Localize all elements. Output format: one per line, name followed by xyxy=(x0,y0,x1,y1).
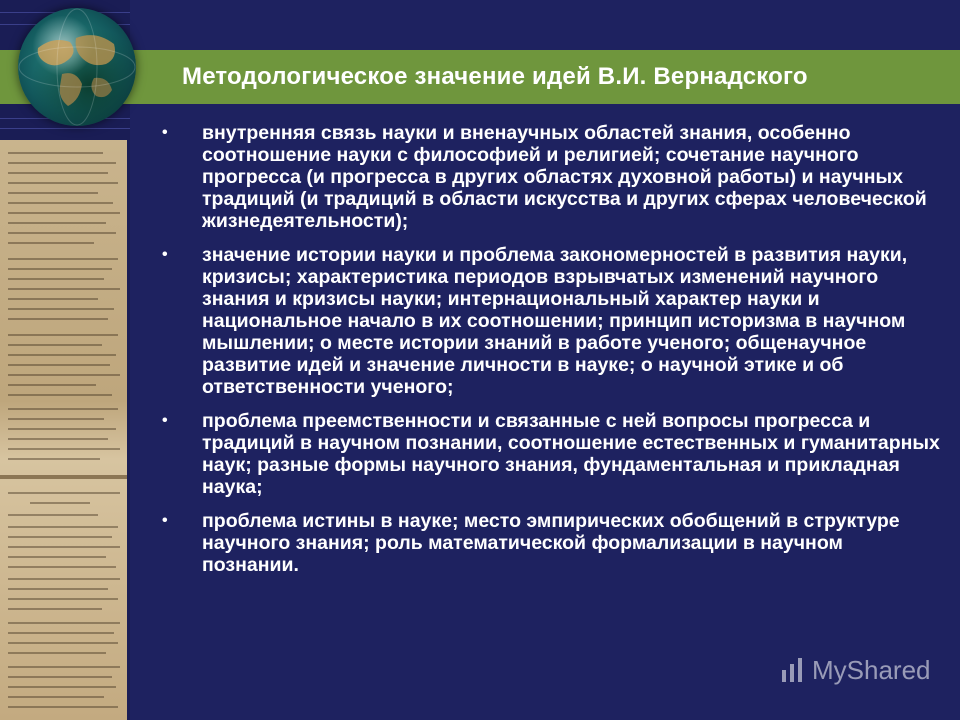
bullet-item-3 xyxy=(160,410,940,498)
slide-title: Методологическое значение идей В.И. Вернадского xyxy=(182,63,808,90)
watermark-text: MyShared xyxy=(812,655,931,685)
bullet-icon: • xyxy=(162,246,168,263)
bullet-icon: • xyxy=(162,512,168,529)
bullet-text: внутренняя связь науки и вненаучных областей знания, особенно соотношение науки с философией и религией; сочетание научного прогресса (и прогресса в других областях духовной работы) и научных традиций (и традиций в области искусства и других сферах человеческой жизнедеятельности); xyxy=(202,122,927,232)
bullet-icon: • xyxy=(162,124,168,141)
old-documents-image xyxy=(0,140,127,720)
bullet-list xyxy=(160,122,940,588)
watermark xyxy=(780,650,950,690)
globe-icon xyxy=(18,8,136,126)
bullet-item-1 xyxy=(160,122,940,232)
bullet-text: проблема истины в науке; место эмпирических обобщений в структуре научного знания; роль математической формализации в научном познании. xyxy=(202,510,900,576)
chart-bars-icon xyxy=(780,656,806,684)
bullet-text: значение истории науки и проблема закономерностей в развития науки, кризисы; характеристика периодов взрывчатых изменений научного знания и кризисы науки; интернациональный характер науки и национальное начало в их соотношении; принцип историзма в научном мышлении; о месте истории знаний в работе ученого; общенаучное развитие идей и значение личности в науке; о научной этике и об ответственности ученого; xyxy=(202,244,908,398)
bullet-item-2 xyxy=(160,244,940,398)
bullet-text: проблема преемственности и связанные с ней вопросы прогресса и традиций в научном познании, соотношение естественных и гуманитарных наук; разные формы научного знания, фундаментальная и прикладная наука; xyxy=(202,410,940,498)
bullet-icon: • xyxy=(162,412,168,429)
bullet-item-4 xyxy=(160,510,940,576)
